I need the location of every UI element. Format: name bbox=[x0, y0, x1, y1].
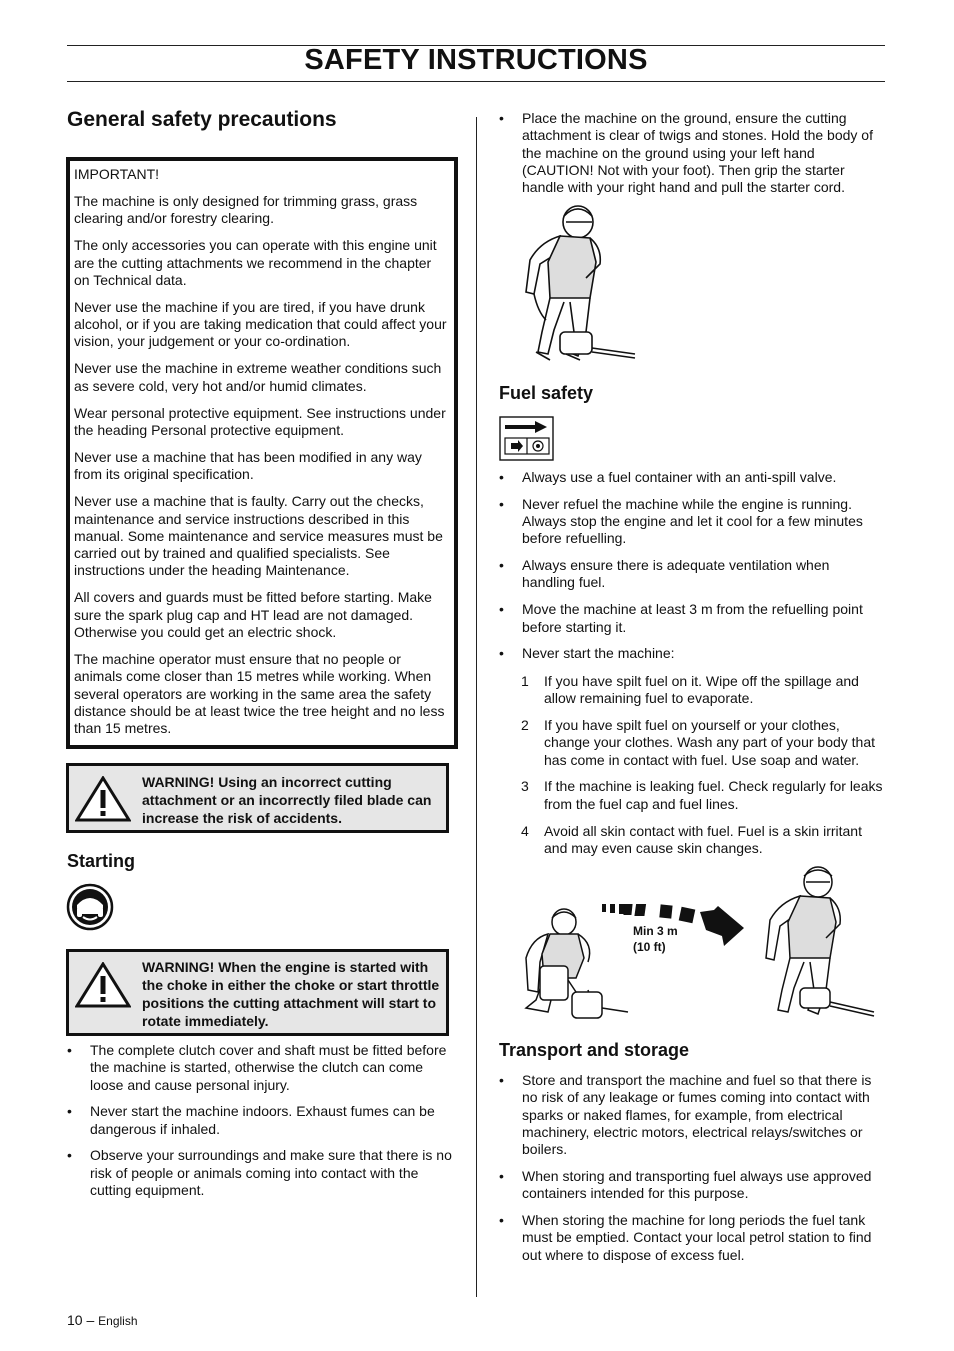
list-item-text: When storing and transporting fuel always use approved containers intended for this purpose. bbox=[522, 1167, 872, 1202]
transport-storage-list bbox=[499, 1072, 885, 1273]
important-paragraph: Never use the machine in extreme weather conditions such as severe cold, very hot and/or humid climates. bbox=[74, 360, 442, 394]
column-divider bbox=[476, 117, 477, 1297]
section-title-general-safety: General safety precautions bbox=[67, 108, 337, 131]
important-paragraph: Never use a machine that has been modified in any way from its original specification. bbox=[74, 448, 422, 483]
numbered-item bbox=[521, 717, 885, 769]
item-number: 3 bbox=[521, 778, 529, 795]
list-item bbox=[499, 1212, 885, 1264]
list-item-text: Always use a fuel container with an anti-spill valve. bbox=[522, 469, 837, 485]
list-item-text: Never start the machine: bbox=[522, 645, 675, 662]
important-paragraph: All covers and guards must be fitted before starting. Make sure the spark plug cap and HT lead are not damaged. Otherwise you could get an electric shock. bbox=[74, 589, 432, 641]
warning-box-cutting-attachment bbox=[66, 763, 449, 833]
bullet-marker: • bbox=[499, 601, 504, 618]
list-item-text: Observe your surroundings and make sure that there is no risk of people or animals coming into contact with the cutting equipment. bbox=[90, 1147, 452, 1199]
starting-procedure-list bbox=[499, 110, 885, 206]
list-item-text: Store and transport the machine and fuel so that there is no risk of any leakage or fumes coming into contact with sparks or naked flames, for example, from electrical machinery, electric motors, electrical relays/switches or boilers. bbox=[522, 1072, 872, 1158]
list-item-text: When storing the machine for long periods the fuel tank must be emptied. Contact your local petrol station to find out where to dispose of excess fuel. bbox=[522, 1212, 872, 1263]
page-number: 10 bbox=[67, 1312, 83, 1328]
bullet-marker: • bbox=[499, 469, 504, 485]
important-paragraph: IMPORTANT! bbox=[74, 166, 160, 182]
important-paragraph: The machine operator must ensure that no people or animals come closer than 15 metres while working. When several operators are working in the same area the safety distance should be at least twice the tree height and no less than 15 metres. bbox=[74, 651, 445, 737]
important-paragraph: Never use the machine if you are tired, if you have drunk alcohol, or if you are taking medication that could affect your vision, your judgement or your co-ordination. bbox=[74, 298, 447, 350]
bullet-marker: • bbox=[499, 110, 504, 126]
numbered-item-text: If the machine is leaking fuel. Check regularly for leaks from the fuel cap and fuel lines. bbox=[544, 778, 883, 812]
numbered-item bbox=[521, 823, 885, 858]
warning-box-choke bbox=[66, 949, 449, 1036]
list-item bbox=[499, 469, 885, 486]
footer-dash: – bbox=[86, 1312, 95, 1328]
header-rule-bottom bbox=[67, 81, 885, 82]
footer-language: English bbox=[98, 1314, 138, 1328]
list-item-text: Never refuel the machine while the engine is running. Always stop the engine and let it cool for a few minutes before refuelling. bbox=[522, 495, 863, 547]
list-item bbox=[499, 110, 885, 196]
bullet-marker: • bbox=[499, 1212, 504, 1229]
list-item bbox=[499, 496, 885, 548]
bullet-marker: • bbox=[499, 1167, 504, 1184]
important-box bbox=[66, 157, 458, 749]
bullet-marker: • bbox=[499, 557, 504, 574]
list-item bbox=[499, 557, 885, 592]
warning-triangle-icon bbox=[75, 962, 131, 1008]
bullet-marker: • bbox=[67, 1042, 72, 1058]
item-number: 1 bbox=[521, 673, 529, 689]
starting-bullet-list bbox=[67, 1042, 453, 1209]
numbered-item bbox=[521, 673, 885, 708]
refuelling-distance-illustration bbox=[518, 862, 884, 1022]
fuel-pump-switch-icon bbox=[499, 416, 555, 462]
list-item-text: The complete clutch cover and shaft must be fitted before the machine is started, otherwise the clutch can come loose and cause personal injury. bbox=[90, 1042, 447, 1093]
numbered-item-text: If you have spilt fuel on yourself or your clothes, change your clothes. Wash any part of your body that has come in contact with fuel. Use soap and water. bbox=[544, 717, 876, 768]
bullet-marker: • bbox=[67, 1103, 72, 1120]
section-title-fuel-safety: Fuel safety bbox=[499, 383, 594, 403]
fuel-safety-list bbox=[499, 469, 885, 672]
list-item bbox=[67, 1042, 453, 1094]
page-title: SAFETY INSTRUCTIONS bbox=[304, 44, 648, 76]
list-item-text: Move the machine at least 3 m from the refuelling point before starting it. bbox=[522, 601, 863, 635]
section-title-starting: Starting bbox=[67, 851, 136, 871]
list-item-text: Place the machine on the ground, ensure the cutting attachment is clear of twigs and stones. Hold the body of the machine on the ground using your left hand (CAUTION! Not with your foot). Then grip the starter handle with your right hand and pull the starter cord. bbox=[522, 110, 873, 196]
important-paragraph: The only accessories you can operate with this engine unit are the cutting attachments we recommend in the chapter on Technical data. bbox=[74, 237, 437, 288]
numbered-item bbox=[521, 778, 885, 813]
warning-text: WARNING! When the engine is started with the choke in either the choke or start throttle positions the cutting attachment will start to rotate immediately. bbox=[142, 959, 440, 1029]
distance-label-line2: (10 ft) bbox=[633, 940, 666, 954]
numbered-item-text: If you have spilt fuel on it. Wipe off the spillage and allow remaining fuel to evaporate. bbox=[544, 673, 859, 707]
list-item bbox=[67, 1147, 453, 1199]
item-number: 2 bbox=[521, 717, 529, 734]
list-item bbox=[67, 1103, 453, 1138]
item-number: 4 bbox=[521, 822, 529, 839]
important-paragraph: Never use a machine that is faulty. Carry out the checks, maintenance and service instructions described in this manual. Some maintenance and service measures must be carried out by trained and qualified specialists. See instructions under the heading Maintenance. bbox=[74, 493, 443, 579]
bullet-marker: • bbox=[499, 1072, 504, 1088]
page-footer bbox=[67, 1312, 138, 1328]
important-paragraph: Wear personal protective equipment. See instructions under the heading Personal protective equipment. bbox=[74, 404, 446, 438]
bullet-marker: • bbox=[499, 645, 504, 662]
list-item bbox=[499, 1168, 885, 1203]
bullet-marker: • bbox=[67, 1147, 72, 1164]
list-item-text: Never start the machine indoors. Exhaust fumes can be dangerous if inhaled. bbox=[90, 1103, 435, 1137]
warning-triangle-icon bbox=[75, 776, 131, 822]
list-item bbox=[499, 1072, 885, 1158]
list-item bbox=[499, 601, 885, 636]
numbered-item-text: Avoid all skin contact with fuel. Fuel is a skin irritant and may even cause skin changes. bbox=[544, 822, 862, 856]
important-paragraph: The machine is only designed for trimming grass, grass clearing and/or forestry clearing. bbox=[74, 192, 418, 227]
list-item bbox=[499, 645, 885, 662]
section-title-transport-storage: Transport and storage bbox=[499, 1040, 690, 1060]
bullet-marker: • bbox=[499, 495, 504, 512]
list-item-text: Always ensure there is adequate ventilation when handling fuel. bbox=[522, 557, 830, 591]
warning-text: WARNING! Using an incorrect cutting attachment or an incorrectly filed blade can increase the risk of accidents. bbox=[142, 774, 432, 826]
starting-illustration bbox=[520, 202, 640, 364]
distance-label-line1: Min 3 m bbox=[633, 924, 678, 938]
fuel-numbered-list bbox=[521, 673, 885, 867]
protective-equipment-icon bbox=[66, 883, 114, 931]
